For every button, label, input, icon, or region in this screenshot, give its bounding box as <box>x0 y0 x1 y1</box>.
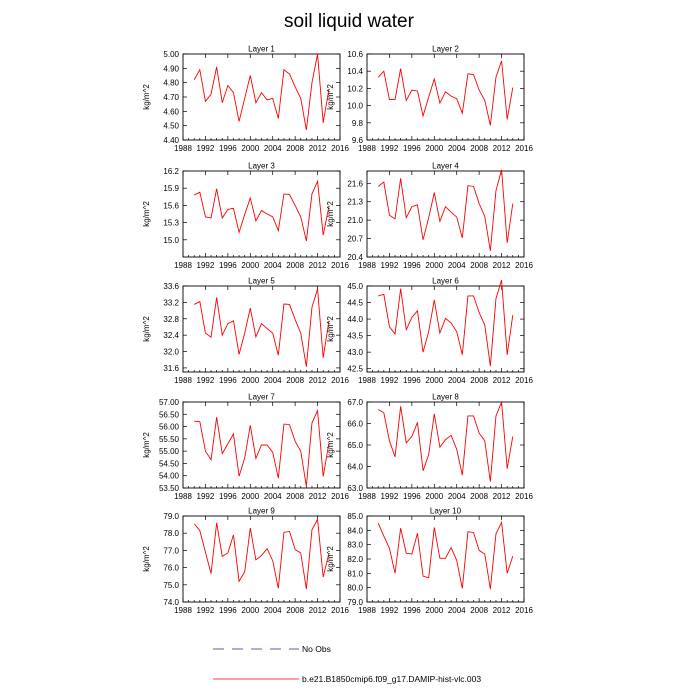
series-line-layer-1 <box>194 54 329 130</box>
x-tick-label: 2004 <box>263 492 282 501</box>
x-tick-label: 2000 <box>241 144 260 153</box>
y-tick-label: 4.40 <box>163 136 179 145</box>
y-tick-label: 83.0 <box>347 540 363 550</box>
x-tick-label: 2008 <box>470 492 489 501</box>
figure-title: soil liquid water <box>284 11 414 32</box>
y-axis-label-layer-7: kg/m^2 <box>142 432 151 458</box>
x-tick-label: 2012 <box>308 492 327 501</box>
panel-layer-8 <box>326 393 533 502</box>
y-axis-label-layer-10: kg/m^2 <box>326 546 335 572</box>
y-tick-label: 33.6 <box>163 282 179 291</box>
y-tick-label: 15.9 <box>163 184 179 194</box>
x-tick-label: 2004 <box>447 606 466 615</box>
plot-frame-layer-5 <box>183 286 340 372</box>
x-tick-label: 2000 <box>241 606 260 615</box>
panel-title-layer-9: Layer 9 <box>248 506 275 516</box>
x-tick-label: 2008 <box>286 261 305 270</box>
panel-title-layer-1: Layer 1 <box>248 44 275 54</box>
x-tick-label: 2012 <box>492 492 511 501</box>
x-tick-label: 2004 <box>447 492 466 501</box>
y-tick-label: 67.0 <box>347 398 363 407</box>
x-tick-label: 2008 <box>470 606 489 615</box>
x-tick-label: 2000 <box>425 492 444 501</box>
x-tick-label: 2016 <box>331 144 349 153</box>
x-tick-label: 1988 <box>358 606 376 615</box>
y-axis-label-layer-4: kg/m^2 <box>326 201 335 227</box>
series-line-layer-8 <box>378 402 513 482</box>
panel-title-layer-10: Layer 10 <box>429 506 462 516</box>
x-tick-label: 1996 <box>402 492 421 501</box>
y-tick-label: 42.5 <box>347 364 363 374</box>
y-axis-label-layer-6: kg/m^2 <box>326 316 335 342</box>
x-tick-label: 2000 <box>425 376 444 385</box>
x-tick-label: 1996 <box>402 261 421 270</box>
y-axis-label-layer-3: kg/m^2 <box>142 201 151 227</box>
y-tick-label: 9.8 <box>351 118 363 128</box>
panel-grid <box>142 45 533 616</box>
y-tick-label: 63.0 <box>347 484 363 493</box>
y-tick-label: 32.8 <box>163 314 179 324</box>
x-tick-label: 1992 <box>196 376 215 385</box>
y-tick-label: 74.0 <box>163 598 179 607</box>
y-tick-label: 56.50 <box>158 410 179 420</box>
x-tick-label: 1992 <box>196 492 215 501</box>
panel-layer-3 <box>142 162 349 271</box>
x-tick-label: 2016 <box>515 261 533 270</box>
x-tick-label: 2016 <box>515 492 533 501</box>
y-tick-label: 44.5 <box>347 298 363 308</box>
x-tick-label: 2012 <box>492 261 511 270</box>
x-tick-label: 2004 <box>263 144 282 153</box>
panel-layer-2 <box>326 45 533 154</box>
y-tick-label: 55.00 <box>158 447 179 457</box>
y-tick-label: 4.50 <box>163 121 179 131</box>
panel-title-layer-6: Layer 6 <box>432 276 459 286</box>
panel-title-layer-7: Layer 7 <box>248 392 275 402</box>
x-tick-label: 2000 <box>425 144 444 153</box>
y-tick-label: 20.7 <box>347 234 363 244</box>
series-line-layer-5 <box>194 289 329 367</box>
x-tick-label: 2012 <box>492 144 511 153</box>
x-tick-label: 1988 <box>174 376 192 385</box>
y-tick-label: 33.2 <box>163 298 179 308</box>
y-tick-label: 20.4 <box>347 253 363 262</box>
y-tick-label: 15.0 <box>163 235 179 245</box>
y-axis-label-layer-5: kg/m^2 <box>142 316 151 342</box>
legend <box>213 644 481 684</box>
x-tick-label: 2008 <box>286 144 305 153</box>
y-tick-label: 79.0 <box>347 598 363 607</box>
x-tick-label: 1988 <box>358 144 376 153</box>
x-tick-label: 1992 <box>380 376 399 385</box>
x-tick-label: 2008 <box>470 144 489 153</box>
y-tick-label: 5.00 <box>163 50 179 59</box>
series-line-layer-4 <box>378 170 513 251</box>
panel-layer-9 <box>142 507 349 616</box>
x-tick-label: 1992 <box>380 492 399 501</box>
panel-title-layer-5: Layer 5 <box>248 276 275 286</box>
x-tick-label: 1992 <box>380 606 399 615</box>
y-tick-label: 75.0 <box>163 580 179 590</box>
x-tick-label: 1996 <box>218 261 237 270</box>
y-tick-label: 43.5 <box>347 331 363 341</box>
x-tick-label: 1988 <box>358 261 376 270</box>
series-line-layer-7 <box>194 411 329 487</box>
x-tick-label: 1988 <box>174 144 192 153</box>
x-tick-label: 2012 <box>492 606 511 615</box>
y-tick-label: 57.00 <box>158 398 179 407</box>
x-tick-label: 2004 <box>263 376 282 385</box>
x-tick-label: 2000 <box>241 376 260 385</box>
y-tick-label: 80.0 <box>347 583 363 593</box>
x-tick-label: 2016 <box>331 606 349 615</box>
y-axis-label-layer-9: kg/m^2 <box>142 546 151 572</box>
panel-title-layer-4: Layer 4 <box>432 161 459 171</box>
y-tick-label: 15.3 <box>163 218 179 228</box>
y-tick-label: 9.6 <box>351 136 363 145</box>
panel-layer-10 <box>326 507 533 616</box>
x-tick-label: 2016 <box>331 492 349 501</box>
y-tick-label: 77.0 <box>163 546 179 556</box>
y-tick-label: 76.0 <box>163 563 179 573</box>
panel-layer-7 <box>142 393 349 502</box>
y-tick-label: 43.0 <box>347 348 363 358</box>
y-tick-label: 84.0 <box>347 526 363 536</box>
series-line-layer-3 <box>194 181 329 241</box>
y-tick-label: 4.70 <box>163 93 179 102</box>
y-tick-label: 10.2 <box>347 84 363 94</box>
series-line-layer-6 <box>378 280 513 366</box>
y-tick-label: 4.90 <box>163 64 179 74</box>
x-tick-label: 2012 <box>308 376 327 385</box>
x-tick-label: 1996 <box>218 144 237 153</box>
y-tick-label: 66.0 <box>347 419 363 429</box>
x-tick-label: 2008 <box>470 261 489 270</box>
y-tick-label: 54.50 <box>158 459 179 469</box>
y-tick-label: 16.2 <box>163 167 179 176</box>
x-tick-label: 2016 <box>515 606 533 615</box>
series-line-layer-2 <box>378 61 513 126</box>
x-tick-label: 2016 <box>515 376 533 385</box>
x-tick-label: 1992 <box>196 261 215 270</box>
x-tick-label: 1988 <box>174 261 192 270</box>
x-tick-label: 1988 <box>174 606 192 615</box>
y-axis-label-layer-8: kg/m^2 <box>326 432 335 458</box>
x-tick-label: 2008 <box>286 492 305 501</box>
x-tick-label: 2004 <box>263 261 282 270</box>
y-tick-label: 56.00 <box>158 422 179 432</box>
y-tick-label: 21.3 <box>347 197 363 207</box>
x-tick-label: 1996 <box>218 492 237 501</box>
y-tick-label: 53.50 <box>158 484 179 493</box>
plot-frame-layer-10 <box>367 516 524 602</box>
y-tick-label: 82.0 <box>347 555 363 564</box>
x-tick-label: 1992 <box>380 144 399 153</box>
y-tick-label: 55.50 <box>158 434 179 444</box>
y-tick-label: 10.4 <box>347 67 363 77</box>
panel-layer-1 <box>142 45 349 154</box>
x-tick-label: 1988 <box>358 492 376 501</box>
x-tick-label: 2000 <box>241 492 260 501</box>
plot-frame-layer-2 <box>367 54 524 140</box>
plot-frame-layer-6 <box>367 286 524 372</box>
x-tick-label: 1996 <box>218 376 237 385</box>
x-tick-label: 2004 <box>263 606 282 615</box>
y-tick-label: 32.0 <box>163 347 179 357</box>
y-tick-label: 45.0 <box>347 282 363 291</box>
x-tick-label: 2012 <box>308 144 327 153</box>
y-tick-label: 81.0 <box>347 569 363 579</box>
y-tick-label: 85.0 <box>347 512 363 521</box>
x-tick-label: 2000 <box>241 261 260 270</box>
x-tick-label: 1996 <box>218 606 237 615</box>
y-tick-label: 31.6 <box>163 363 179 373</box>
panel-title-layer-3: Layer 3 <box>248 161 275 171</box>
y-tick-label: 65.0 <box>347 441 363 450</box>
panel-title-layer-8: Layer 8 <box>432 392 459 402</box>
x-tick-label: 1996 <box>402 606 421 615</box>
x-tick-label: 2012 <box>308 261 327 270</box>
x-tick-label: 1988 <box>174 492 192 501</box>
x-tick-label: 1992 <box>380 261 399 270</box>
x-tick-label: 1988 <box>358 376 376 385</box>
x-tick-label: 2004 <box>447 261 466 270</box>
x-tick-label: 2012 <box>308 606 327 615</box>
y-tick-label: 44.0 <box>347 315 363 325</box>
plot-frame-layer-1 <box>183 54 340 140</box>
legend-label-model: b.e21.B1850cmip6.f09_g17.DAMIP-hist-vlc.003 <box>302 674 482 684</box>
y-tick-label: 4.80 <box>163 78 179 88</box>
x-tick-label: 2008 <box>470 376 489 385</box>
plot-frame-layer-9 <box>183 516 340 602</box>
panel-layer-6 <box>326 277 533 386</box>
panel-layer-4 <box>326 162 533 271</box>
x-tick-label: 2008 <box>286 376 305 385</box>
y-tick-label: 21.6 <box>347 179 363 189</box>
x-tick-label: 2016 <box>331 261 349 270</box>
y-tick-label: 15.6 <box>163 201 179 211</box>
x-tick-label: 2016 <box>331 376 349 385</box>
y-tick-label: 64.0 <box>347 462 363 472</box>
y-tick-label: 78.0 <box>163 529 179 539</box>
x-tick-label: 2008 <box>286 606 305 615</box>
x-tick-label: 1996 <box>402 144 421 153</box>
x-tick-label: 2012 <box>492 376 511 385</box>
y-tick-label: 21.0 <box>347 216 363 226</box>
x-tick-label: 2000 <box>425 606 444 615</box>
series-line-layer-9 <box>194 519 329 589</box>
x-tick-label: 2000 <box>425 261 444 270</box>
y-axis-label-layer-1: kg/m^2 <box>142 84 151 110</box>
x-tick-label: 2004 <box>447 144 466 153</box>
x-tick-label: 1992 <box>196 144 215 153</box>
panel-layer-5 <box>142 277 349 386</box>
y-tick-label: 54.00 <box>158 471 179 481</box>
panel-title-layer-2: Layer 2 <box>432 44 459 54</box>
x-tick-label: 1992 <box>196 606 215 615</box>
series-line-layer-10 <box>378 522 513 589</box>
x-tick-label: 1996 <box>402 376 421 385</box>
x-tick-label: 2016 <box>515 144 533 153</box>
plot-frame-layer-4 <box>367 171 524 257</box>
y-axis-label-layer-2: kg/m^2 <box>326 84 335 110</box>
y-tick-label: 10.6 <box>347 50 363 59</box>
y-tick-label: 4.60 <box>163 107 179 117</box>
y-tick-label: 32.4 <box>163 331 179 341</box>
legend-label-no-obs: No Obs <box>302 644 331 654</box>
y-tick-label: 10.0 <box>347 101 363 111</box>
y-tick-label: 79.0 <box>163 512 179 521</box>
x-tick-label: 2004 <box>447 376 466 385</box>
